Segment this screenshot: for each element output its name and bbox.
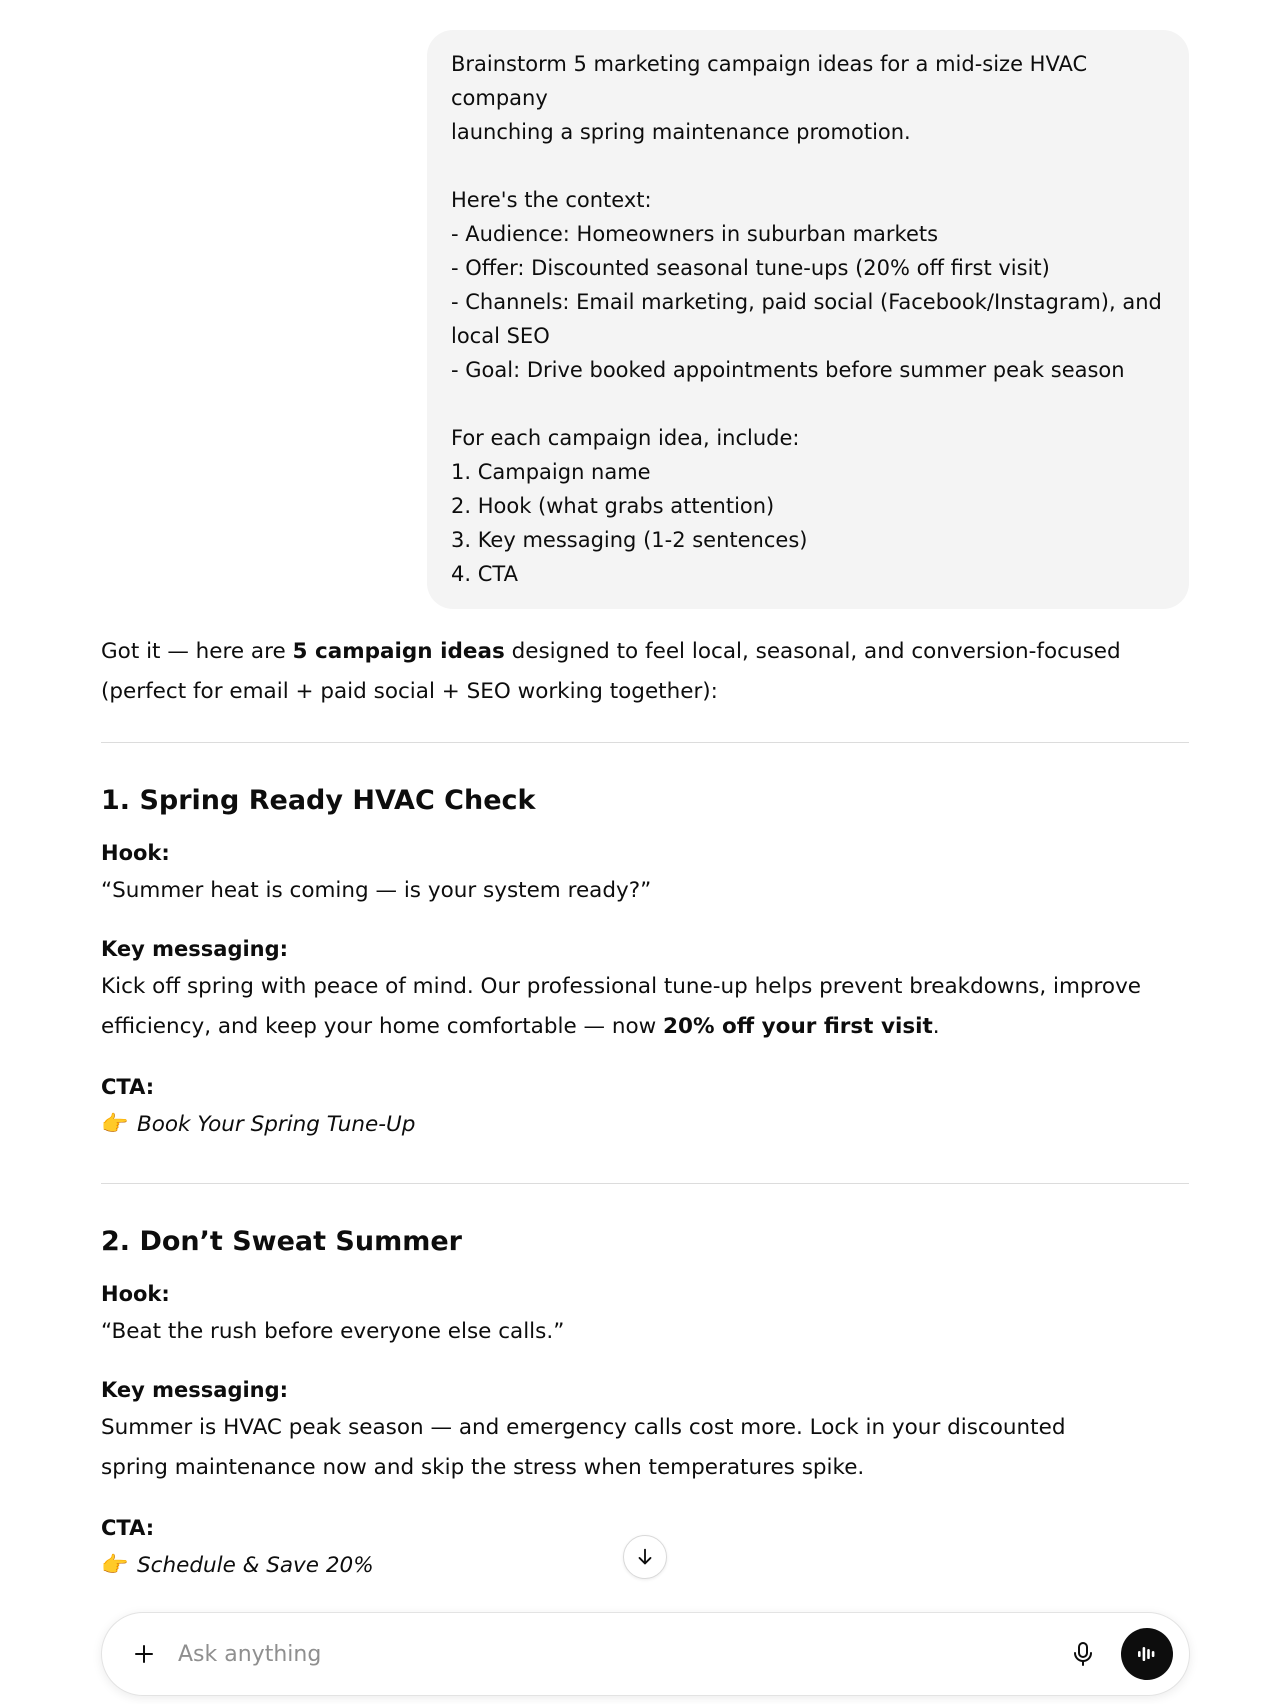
- user-message-line: [451, 149, 1165, 183]
- message-composer: [101, 1612, 1190, 1696]
- intro-text-bold: 5 campaign ideas: [292, 639, 505, 664]
- scroll-to-bottom-button[interactable]: [623, 1535, 667, 1579]
- key-messaging-text: [101, 1408, 1091, 1488]
- key-messaging-pre: Summer is HVAC peak season — and emergency calls cost more. Lock in your discounted spring maintenance now and skip the stress when temperatures spike.: [101, 1415, 1066, 1480]
- user-message-line: [451, 387, 1165, 421]
- key-messaging-pre: Kick off spring with peace of mind. Our professional tune-up helps prevent breakdowns, improve efficiency, and keep your home comfortable — now: [101, 974, 1142, 1039]
- key-messaging-bold: 20% off your first visit: [663, 1014, 933, 1039]
- hook-text: “Beat the rush before everyone else calls.”: [101, 1319, 565, 1344]
- hook-text: “Summer heat is coming — is your system ready?”: [101, 878, 652, 903]
- campaign-title: 2. Don’t Sweat Summer: [101, 1226, 462, 1257]
- user-message-line: - Goal: Drive booked appointments before summer peak season: [451, 358, 1125, 382]
- user-message-line: launching a spring maintenance promotion.: [451, 120, 911, 144]
- message-input[interactable]: Ask anything: [178, 1641, 322, 1667]
- add-attachment-button[interactable]: [124, 1634, 164, 1674]
- hook-label: Hook:: [101, 841, 170, 865]
- plus-icon: [132, 1642, 156, 1666]
- cta-label: CTA:: [101, 1075, 155, 1099]
- user-message-line: For each campaign idea, include:: [451, 426, 800, 450]
- microphone-icon: [1071, 1641, 1095, 1667]
- cta-text: Schedule & Save 20%: [137, 1553, 374, 1578]
- voice-mode-icon: [1135, 1642, 1159, 1666]
- divider: [101, 742, 1189, 743]
- pointing-hand-icon: 👉: [101, 1112, 129, 1137]
- user-message-line: - Channels: Email marketing, paid social (Facebook/Instagram), and: [451, 290, 1162, 314]
- key-messaging-label: Key messaging:: [101, 1378, 289, 1402]
- assistant-message: [101, 632, 1190, 1586]
- voice-mode-button[interactable]: [1121, 1628, 1173, 1680]
- user-message-line: local SEO: [451, 324, 550, 348]
- divider: [101, 1183, 1189, 1184]
- user-message-line: - Offer: Discounted seasonal tune-ups (20% off first visit): [451, 256, 1050, 280]
- user-message-text: [451, 47, 1165, 591]
- campaign-1: [101, 783, 1190, 1145]
- campaign-title: 1. Spring Ready HVAC Check: [101, 785, 536, 816]
- user-message-line: Here's the context:: [451, 188, 652, 212]
- cta-text: Book Your Spring Tune-Up: [137, 1112, 416, 1137]
- user-message-line: Brainstorm 5 marketing campaign ideas for a mid-size HVAC company: [451, 52, 1094, 110]
- key-messaging-label: Key messaging:: [101, 937, 289, 961]
- arrow-down-icon: [634, 1546, 656, 1568]
- intro-text-pre: Got it — here are: [101, 639, 293, 664]
- user-message-line: 1. Campaign name: [451, 460, 651, 484]
- pointing-hand-icon: 👉: [101, 1553, 129, 1578]
- cta-label: CTA:: [101, 1516, 155, 1540]
- dictate-button[interactable]: [1063, 1634, 1103, 1674]
- key-messaging-post: .: [932, 1014, 940, 1039]
- campaign-2: [101, 1224, 1190, 1586]
- user-message-line: 2. Hook (what grabs attention): [451, 494, 775, 518]
- user-message-line: 4. CTA: [451, 562, 518, 586]
- intro-text-post: designed to feel local, seasonal, and conversion-focused (perfect for email + paid social + SEO working together):: [101, 639, 1121, 704]
- key-messaging-text: [101, 967, 1190, 1047]
- hook-label: Hook:: [101, 1282, 170, 1306]
- assistant-intro: [101, 632, 1190, 712]
- user-message-line: - Audience: Homeowners in suburban markets: [451, 222, 939, 246]
- cta-row: [101, 1105, 1190, 1145]
- user-message-line: 3. Key messaging (1-2 sentences): [451, 528, 808, 552]
- user-message-bubble: [427, 30, 1189, 609]
